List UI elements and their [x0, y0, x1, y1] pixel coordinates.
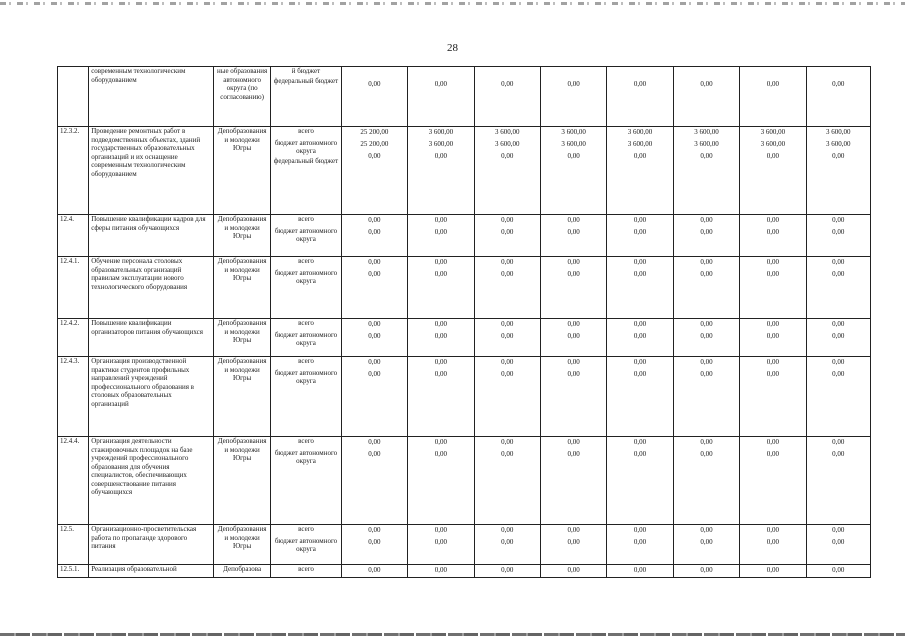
value-line: 3 600,00 — [494, 128, 520, 136]
value-line — [543, 67, 604, 79]
table-row — [58, 215, 871, 257]
value-line: 0,00 — [766, 566, 779, 574]
value-line: 0,00 — [700, 358, 713, 366]
row-name: современным технологическим оборудованием — [89, 67, 214, 127]
value-line: 3 600,00 — [760, 140, 786, 148]
value-line: 0,00 — [766, 152, 779, 160]
value-cell — [673, 215, 739, 257]
table-row — [58, 565, 871, 578]
value-cell — [540, 127, 606, 215]
value-line: 0,00 — [766, 538, 779, 546]
value-line: 3 600,00 — [627, 140, 653, 148]
value-cell — [341, 565, 407, 578]
value-cell — [740, 565, 806, 578]
row-name: Обучение персонала столовых образовательных организаций правилам эксплуатации нового технологического оборудования — [89, 257, 214, 319]
value-line — [477, 67, 538, 79]
table-row — [58, 437, 871, 525]
row-executor: Депобразования и молодежи Югры — [213, 357, 270, 437]
value-line: 0,00 — [766, 526, 779, 534]
value-line: 0,00 — [368, 450, 381, 458]
source-label: бюджет автономного округа — [274, 268, 338, 285]
value-line: 0,00 — [700, 216, 713, 224]
source-label: всего — [298, 437, 314, 445]
value-cell — [740, 67, 806, 127]
row-executor: Депобразования и молодежи Югры — [213, 215, 270, 257]
row-name: Повышение квалификации организаторов питания обучающихся — [89, 319, 214, 357]
row-executor: Депобразования и молодежи Югры — [213, 525, 270, 565]
row-sources — [271, 67, 341, 127]
value-line: 0,00 — [567, 258, 580, 266]
value-line: 0,00 — [832, 228, 845, 236]
value-cell — [806, 257, 870, 319]
value-cell — [474, 215, 540, 257]
row-sources — [271, 127, 341, 215]
row-code: 12.5.1. — [58, 565, 89, 578]
value-line: 0,00 — [434, 332, 447, 340]
value-cell — [740, 357, 806, 437]
row-code: 12.4.4. — [58, 437, 89, 525]
source-label: й бюджет — [291, 67, 321, 75]
table-row — [58, 525, 871, 565]
value-cell — [806, 319, 870, 357]
table-row — [58, 67, 871, 127]
value-line: 0,00 — [567, 152, 580, 160]
value-cell — [607, 357, 673, 437]
value-line: 0,00 — [501, 370, 514, 378]
value-line: 0,00 — [832, 320, 845, 328]
value-line: 0,00 — [501, 358, 514, 366]
value-line: 3 600,00 — [627, 128, 653, 136]
source-label: всего — [298, 257, 314, 265]
value-cell — [740, 127, 806, 215]
value-line: 0,00 — [567, 450, 580, 458]
value-line: 0,00 — [766, 438, 779, 446]
value-line: 0,00 — [832, 526, 845, 534]
table-row — [58, 357, 871, 437]
value-line: 0,00 — [700, 320, 713, 328]
value-cell — [474, 319, 540, 357]
value-line: 3 600,00 — [826, 128, 851, 136]
value-cell — [740, 215, 806, 257]
value-line: 0,00 — [832, 216, 845, 224]
row-sources — [271, 357, 341, 437]
source-label: бюджет автономного округа — [274, 226, 338, 243]
row-code — [58, 67, 89, 127]
row-executor: Депобразования и молодежи Югры — [213, 319, 270, 357]
value-line: 0,00 — [700, 80, 713, 88]
value-cell — [673, 257, 739, 319]
value-cell — [806, 525, 870, 565]
value-line: 0,00 — [501, 438, 514, 446]
value-line: 0,00 — [434, 526, 447, 534]
value-cell — [341, 525, 407, 565]
value-line: 0,00 — [633, 320, 647, 328]
value-cell — [341, 127, 407, 215]
value-line: 0,00 — [766, 450, 779, 458]
value-line: 0,00 — [567, 80, 580, 88]
scan-edge-top — [0, 2, 905, 5]
value-cell — [341, 437, 407, 525]
value-cell — [540, 525, 606, 565]
row-executor: Депобразова — [213, 565, 270, 578]
source-label: всего — [298, 319, 314, 327]
value-line: 0,00 — [501, 258, 514, 266]
value-cell — [341, 67, 407, 127]
row-name: Реализация образовательной — [89, 565, 214, 578]
value-cell — [540, 357, 606, 437]
value-line: 3 600,00 — [826, 140, 851, 148]
value-line: 0,00 — [832, 152, 845, 160]
value-line: 0,00 — [832, 332, 845, 340]
value-line: 0,00 — [501, 450, 514, 458]
row-sources — [271, 525, 341, 565]
value-line: 0,00 — [434, 152, 447, 160]
value-line: 0,00 — [832, 438, 845, 446]
value-cell — [740, 525, 806, 565]
value-cell — [474, 257, 540, 319]
value-line: 0,00 — [700, 450, 713, 458]
row-name: Проведение ремонтных работ в подведомственных объектах, зданий государственных образовательных организаций и их оснащение современным технологическим оборудованием — [89, 127, 214, 215]
value-line: 0,00 — [633, 270, 647, 278]
value-line: 0,00 — [633, 450, 647, 458]
row-executor: Депобразования и молодежи Югры — [213, 127, 270, 215]
value-line: 0,00 — [368, 358, 381, 366]
value-line: 0,00 — [434, 320, 447, 328]
value-line: 0,00 — [766, 370, 779, 378]
value-cell — [607, 319, 673, 357]
value-cell — [673, 67, 739, 127]
value-line: 0,00 — [368, 566, 381, 574]
row-name: Организационно-просветительская работа по пропаганде здорового питания — [89, 525, 214, 565]
value-cell — [806, 357, 870, 437]
value-line: 0,00 — [567, 332, 580, 340]
value-cell — [341, 357, 407, 437]
table-row — [58, 127, 871, 215]
value-line: 0,00 — [633, 258, 647, 266]
row-code: 12.5. — [58, 525, 89, 565]
value-line: 0,00 — [700, 270, 713, 278]
value-line: 0,00 — [633, 216, 647, 224]
value-cell — [408, 127, 474, 215]
row-name: Повышение квалификации кадров для сферы питания обучающихся — [89, 215, 214, 257]
value-line: 25 200,00 — [360, 140, 389, 148]
value-line: 0,00 — [567, 526, 580, 534]
value-line: 0,00 — [633, 80, 647, 88]
value-line — [344, 67, 405, 79]
value-cell — [540, 437, 606, 525]
value-line: 0,00 — [766, 358, 779, 366]
source-label: бюджет автономного округа — [274, 448, 338, 465]
value-line: 0,00 — [501, 566, 514, 574]
value-line: 0,00 — [700, 370, 713, 378]
source-label: всего — [298, 127, 314, 135]
value-cell — [341, 257, 407, 319]
value-line: 3 600,00 — [494, 140, 520, 148]
value-line: 0,00 — [368, 438, 381, 446]
value-cell — [806, 565, 870, 578]
row-executor: Депобразования и молодежи Югры — [213, 257, 270, 319]
value-cell — [607, 525, 673, 565]
value-line: 0,00 — [434, 216, 447, 224]
value-line: 0,00 — [368, 228, 381, 236]
value-line: 0,00 — [501, 526, 514, 534]
value-line: 0,00 — [567, 216, 580, 224]
value-line: 0,00 — [368, 332, 381, 340]
scan-edge-bottom — [0, 633, 905, 636]
value-line: 0,00 — [633, 358, 647, 366]
value-line: 0,00 — [434, 80, 447, 88]
value-line: 0,00 — [434, 228, 447, 236]
value-cell — [341, 319, 407, 357]
value-cell — [408, 357, 474, 437]
source-label: федеральный бюджет — [273, 76, 339, 85]
value-cell — [540, 257, 606, 319]
value-cell — [474, 127, 540, 215]
value-line: 0,00 — [434, 358, 447, 366]
row-code: 12.4.2. — [58, 319, 89, 357]
table-row — [58, 257, 871, 319]
value-line: 0,00 — [832, 358, 845, 366]
value-line: 3 600,00 — [694, 128, 719, 136]
source-label: всего — [298, 357, 314, 365]
value-line: 0,00 — [633, 332, 647, 340]
value-line: 0,00 — [434, 370, 447, 378]
value-line: 3 600,00 — [428, 140, 454, 148]
value-line: 3 600,00 — [561, 140, 586, 148]
value-line: 0,00 — [368, 320, 381, 328]
value-line: 0,00 — [832, 258, 845, 266]
value-line: 0,00 — [434, 258, 447, 266]
value-line: 3 600,00 — [760, 128, 786, 136]
value-cell — [540, 319, 606, 357]
value-cell — [806, 437, 870, 525]
value-cell — [474, 565, 540, 578]
value-line: 0,00 — [633, 566, 647, 574]
value-line: 0,00 — [700, 526, 713, 534]
value-line: 0,00 — [567, 358, 580, 366]
value-line: 0,00 — [368, 258, 381, 266]
row-sources — [271, 565, 341, 578]
value-line — [410, 67, 471, 79]
row-sources — [271, 257, 341, 319]
value-line: 0,00 — [567, 538, 580, 546]
value-line: 0,00 — [700, 538, 713, 546]
value-cell — [607, 67, 673, 127]
value-line: 0,00 — [567, 270, 580, 278]
value-line: 0,00 — [633, 228, 647, 236]
value-line: 0,00 — [501, 538, 514, 546]
value-cell — [540, 67, 606, 127]
value-cell — [408, 437, 474, 525]
page-number: 28 — [447, 42, 458, 54]
value-cell — [607, 215, 673, 257]
value-line: 0,00 — [368, 526, 381, 534]
source-label: всего — [298, 215, 314, 223]
value-cell — [474, 437, 540, 525]
value-cell — [474, 67, 540, 127]
value-cell — [408, 525, 474, 565]
value-line: 0,00 — [766, 270, 779, 278]
value-cell — [673, 565, 739, 578]
value-line: 0,00 — [501, 80, 514, 88]
source-label: бюджет автономного округа — [274, 536, 338, 553]
row-executor: ные образования автономного округа (по согласованию) — [213, 67, 270, 127]
value-line: 0,00 — [434, 438, 447, 446]
value-line: 0,00 — [832, 80, 845, 88]
value-cell — [673, 437, 739, 525]
source-label: бюджет автономного округа — [274, 330, 338, 347]
value-cell — [673, 127, 739, 215]
value-cell — [408, 319, 474, 357]
value-cell — [607, 127, 673, 215]
value-line: 0,00 — [633, 438, 647, 446]
source-label: всего — [298, 565, 314, 573]
value-line: 0,00 — [567, 370, 580, 378]
value-line: 0,00 — [832, 538, 845, 546]
value-line: 0,00 — [633, 526, 647, 534]
table-body — [58, 67, 871, 578]
value-line: 0,00 — [766, 228, 779, 236]
value-line: 3 600,00 — [561, 128, 586, 136]
table-row — [58, 319, 871, 357]
value-cell — [540, 565, 606, 578]
value-cell — [540, 215, 606, 257]
source-label: бюджет автономного округа — [274, 368, 338, 385]
value-line: 0,00 — [633, 370, 647, 378]
source-label: бюджет автономного округа — [274, 138, 338, 155]
value-cell — [607, 257, 673, 319]
value-line: 0,00 — [501, 228, 514, 236]
value-cell — [806, 67, 870, 127]
value-line: 0,00 — [633, 538, 647, 546]
value-line: 0,00 — [832, 566, 845, 574]
value-line: 0,00 — [368, 538, 381, 546]
value-cell — [740, 437, 806, 525]
source-label: всего — [298, 525, 314, 533]
value-line: 0,00 — [501, 332, 514, 340]
value-cell — [341, 215, 407, 257]
row-name: Организация деятельности стажировочных площадок на базе учреждений профессионального образования для обучения специалистов, обеспечивающих совершенствование питания обучающихся — [89, 437, 214, 525]
row-code: 12.4.3. — [58, 357, 89, 437]
value-cell — [740, 319, 806, 357]
value-line: 0,00 — [832, 450, 845, 458]
value-line: 0,00 — [567, 566, 580, 574]
value-cell — [408, 67, 474, 127]
value-line: 0,00 — [501, 152, 514, 160]
row-executor: Депобразования и молодежи Югры — [213, 437, 270, 525]
value-line: 0,00 — [700, 566, 713, 574]
row-sources — [271, 437, 341, 525]
value-line: 0,00 — [700, 258, 713, 266]
value-line: 0,00 — [832, 270, 845, 278]
value-cell — [474, 525, 540, 565]
row-code: 12.3.2. — [58, 127, 89, 215]
value-cell — [806, 215, 870, 257]
value-line: 0,00 — [700, 438, 713, 446]
value-line: 0,00 — [766, 80, 779, 88]
value-cell — [474, 357, 540, 437]
value-cell — [673, 357, 739, 437]
value-line: 0,00 — [501, 320, 514, 328]
value-line: 0,00 — [434, 566, 447, 574]
value-line: 0,00 — [434, 538, 447, 546]
row-code: 12.4.1. — [58, 257, 89, 319]
value-line: 0,00 — [434, 450, 447, 458]
value-line: 0,00 — [567, 438, 580, 446]
value-line: 0,00 — [567, 320, 580, 328]
value-line — [809, 67, 868, 79]
value-line: 0,00 — [368, 370, 381, 378]
value-cell — [607, 437, 673, 525]
value-line: 0,00 — [434, 270, 447, 278]
value-line: 25 200,00 — [360, 128, 389, 136]
value-line: 0,00 — [633, 152, 647, 160]
value-cell — [408, 257, 474, 319]
value-line: 0,00 — [368, 270, 381, 278]
value-line: 0,00 — [766, 320, 779, 328]
source-label: федеральный бюджет — [273, 156, 339, 165]
value-cell — [408, 215, 474, 257]
value-line: 0,00 — [766, 216, 779, 224]
budget-table — [57, 66, 871, 578]
value-line: 0,00 — [766, 258, 779, 266]
value-cell — [673, 319, 739, 357]
row-sources — [271, 215, 341, 257]
row-name: Организация производственной практики студентов профильных направлений учреждений профессионального образования в столовых образовательных организаций — [89, 357, 214, 437]
value-line — [609, 67, 670, 79]
value-line: 0,00 — [368, 80, 381, 88]
row-code: 12.4. — [58, 215, 89, 257]
value-line: 3 600,00 — [428, 128, 454, 136]
value-line: 0,00 — [832, 370, 845, 378]
value-line: 0,00 — [501, 216, 514, 224]
value-line: 0,00 — [700, 152, 713, 160]
value-line: 0,00 — [368, 216, 381, 224]
value-cell — [806, 127, 870, 215]
value-line — [742, 67, 803, 79]
value-cell — [408, 565, 474, 578]
value-cell — [740, 257, 806, 319]
value-line: 0,00 — [368, 152, 381, 160]
value-cell — [673, 525, 739, 565]
row-sources — [271, 319, 341, 357]
value-line: 0,00 — [700, 332, 713, 340]
value-line: 0,00 — [700, 228, 713, 236]
value-cell — [607, 565, 673, 578]
value-line: 3 600,00 — [694, 140, 719, 148]
value-line: 0,00 — [501, 270, 514, 278]
value-line: 0,00 — [766, 332, 779, 340]
value-line: 0,00 — [567, 228, 580, 236]
value-line — [676, 67, 737, 79]
